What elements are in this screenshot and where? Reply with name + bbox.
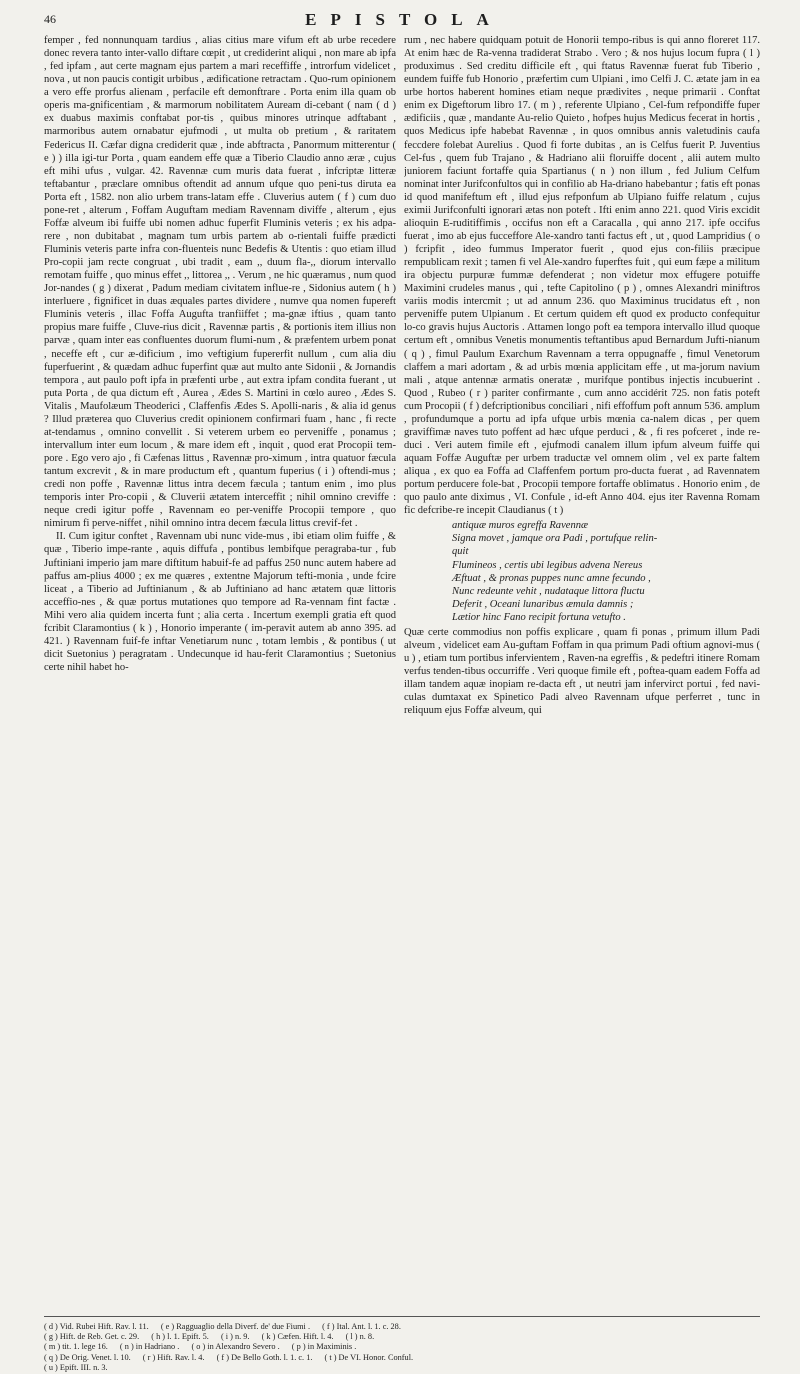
footnote: ( o ) in Alexandro Severo . xyxy=(191,1342,280,1352)
footnote: ( g ) Hift. de Reb. Get. c. 29. xyxy=(44,1332,140,1342)
footnote: ( i ) n. 9. xyxy=(220,1332,250,1342)
running-head: EPISTOLA xyxy=(305,10,503,29)
right-column xyxy=(404,34,760,1312)
verse-line: Lætior hinc Fano recipit fortuna vetufto . xyxy=(452,611,626,623)
footnote: ( e ) Ragguaglio della Diverf. de' due Fiumi . xyxy=(160,1322,311,1331)
footnote: ( k ) Cæfen. Hift. l. 4. xyxy=(261,1332,334,1342)
footnote: ( m ) tit. 1. lege 16. xyxy=(44,1342,108,1352)
verse-line: Deferit , Oceani lunaribus æmula damnis ; xyxy=(452,598,634,610)
footnotes xyxy=(44,1322,760,1373)
paragraph: II. Cum igitur conftet , Ravennam ubi nunc vide-mus , ibi etiam olim fuiffe , & quæ , Tiberio impe-rante , aquis diffufa , pontibus lembifque peragraba-tur , fub Juftiniani imperio jam mare diftitum habuif-fe ad paffus 250 nunc autem habere ad paffus am-plius 4000 ; ex me quæres , extentne Majorum tefti-monia , unde fcire liceat , a Tiberio ad Juftinianum , & ab Juftiniano ad hanc ætatem quæ littoris acceffio-nes , & quæ portus mutationes quo tempore ad Ra-vennam fint factæ . Mihi vero alia quidem incerta funt ; alia certa . Incertum exempli gratia eft quod fcribit Claramontius ( k ) , Honorio imperante ( im-peravit autem ab anno 395. ad 421. ) Ravennam fuif-fe inftar Venetiarum nunc , totam lembis , & pontibus ( ut dicit Suetonius ) peragratam . Undecunque id hau-ferit Claramontius ; Suetonius certe nihil habet ho- xyxy=(44,531,396,673)
footnote: ( f ) Ital. Ant. l. 1. c. 28. xyxy=(322,1322,401,1331)
left-column xyxy=(44,34,396,1312)
verse-line: antiquæ muros egreffa Ravennæ xyxy=(452,520,589,532)
footnote: ( l ) n. 8. xyxy=(345,1332,375,1342)
footnote: ( q ) De Orig. Venet. l. 10. xyxy=(44,1352,131,1362)
footnote-line xyxy=(44,1363,760,1373)
verse-line: Æftuat , & pronas puppes nunc amne fecundo , xyxy=(452,572,651,584)
footnote: ( h ) l. 1. Epift. 5. xyxy=(151,1332,209,1342)
footnote: ( u ) Epift. III. n. 3. xyxy=(44,1362,108,1372)
verse-line: Flumineos , certis ubi legibus advena Nereus xyxy=(452,559,643,571)
page-header xyxy=(0,10,800,32)
footnote: ( f ) De Bello Goth. l. 1. c. 1. xyxy=(216,1352,313,1362)
page-number: 46 xyxy=(44,12,56,26)
verse-quotation xyxy=(452,519,760,624)
footnote-line xyxy=(44,1342,760,1352)
verse-line: quit xyxy=(452,546,469,558)
footnote-divider xyxy=(44,1316,760,1317)
verse-line: Nunc redeunte vehit , nudataque littora fluctu xyxy=(452,585,645,597)
footnote-line xyxy=(44,1332,760,1342)
footnote-line xyxy=(44,1322,760,1332)
footnote-line xyxy=(44,1353,760,1363)
footnote: ( d ) Vid. Rubei Hift. Rav. l. 11. xyxy=(44,1322,149,1331)
footnote: ( n ) in Hadriano . xyxy=(119,1342,180,1352)
footnote: ( t ) De VI. Honor. Conful. xyxy=(324,1352,414,1362)
verse-line: Signa movet , jamque ora Padi , portufque relin- xyxy=(452,533,658,545)
paragraph: rum , nec habere quidquam potuit de Honorii tempo-ribus is qui anno floreret 117. At enim hæc de Ra-venna tradiderat Strabo . Vero ; & nos hujus locum fupra ( l ) produximus . Sed creditu difficile eft , qui ftatus Ravennæ fuerat fub Tiberio , eundem fuiffe fub Honorio , præfertim cum Ulpiani , imo Celfi J. C. ætate jam in ea urbe hortos haberent homines etiam neque prædivites , neque primarii . Conftat enim ex Digeftorum libro 17. ( m ) , referente Ulpiano , Cel-fum refpondiffe fuper ædificiis , quæ , mandante Au-relio Quieto , hofpes hujus Medicus fecerat in hortis , quos Medicus ipfe habebat Ravennæ , in quos omnibus annis valetudinis caufa feccdere folebat Aurelius . Quod fi forte dubitas , an is Celfus fuerit P. Juventius Cel-fus , quem fub Trajano , & Hadriano alii floruiffe docent , alii autem multo juniorem faciunt fortaffe quia Spartianus ( n ) non illum , fed Julium Celfum nominat inter Jurifconfultos qui in confilio ab Ha-driano habebantur ; fatis eft ponas id quod manifeftum eft , illud ejus refponfum ab Ulpiano fuiffe relatum , cujus eximii Jurifconfulti ignorari ætas non poteft . Ifti enim anno 221. quod Viris excidit alioquin E-ruditiffimis , occifus non eft a Caracalla , qui anno 217. ipfe occifus fuerat , imo ab ejus fucceffore Ale-xandro tanti factus eft , ut , quod Lampridius ( o ) fcripfit , ideo fummus Imperator fuerit , quod ejus con-filiis præcipue rempublicam rexit ; tamen fi vel Ale-xandro fuperftes fuit , qui eum fæpe a militum ira objectu purpuræ fummæ defenderat ; non videtur mox effugere potuiffe Maximini crudeles manus , qui , tefte Capitolino ( p ) , omnes Alexandri miniftros variis modis intercmit ; ut ad annum 236. quo Maximinus trucidatus eft , non perveniffe putem Ulpianum . Et certum quidem eft quod ex producto confequitur lo-co gravis hujus Auctoris . Attamen longo poft ea tempora intervallo illud quoque certum eft , omnibus Venetis monumentis teftantibus apud Bernardum Jufti-nianum ( q ) , fimul Paulum Exarchum Ravennam a terra oppugnaffe , fimul Venetorum claffem a mari adortam , & ad urbis mœnia applicitam effe , ut ma-jorum navium mali , atque antennæ armatis oneratæ , murifque pontibus injectis incubuerint . Quod , Rubeo ( r ) pariter confirmante , cum anno accidérit 725. non fatis poteft cum Procopii ( f ) defcriptionibus conciliari , nifi effoffum poft annum 536. amplum , profundumque a portu ad ipfa ufque urbis mœnia ca-nalem dicas , per quem graviffimæ naves tuto poffent ad hæc ufque perduci , & , fi res pofceret , inde re-duci . Veri autem fimile eft , ejufmodi canalem illum ipfum alveum fuiffe qui aquam Foffæ Auguftæ per urbem traductæ vel omnem olim , vel ex parte faltem aliqua , ex quo ea Foffa ad Claffenfem portum pro-ducta fuerat , ad Ravennatem portum perducere fole-bat , Procopii tempore fortaffe oblimatus . Honorio enim , de quo paulo ante diximus , VI. Confule , id-eft Anno 404. ejus iter Ravenna Romam fic defcribe-re incepit Claudianus ( t ) xyxy=(404,35,760,517)
footnote: ( r ) Hift. Rav. l. 4. xyxy=(142,1352,205,1362)
paragraph: Quæ certe commodius non poffis explicare , quam fi ponas , primum illum Padi alveum , videlicet eam Au-guftam Foffam in qua primum Padi oftium agnovi-mus ( u ) , etiam tum portibus infervientem , Raven-na egreffis , & pedeftri itinere Romam verfus tenden-tibus occurriffe . Veri quoque fimile eft , poftea-quam eadem Foffa ad illam tandem aquæ inopiam re-dacta eft , ut neutri jam infervirct portui , fed navi-culas dumtaxat ex Spinetico Padi alveo Ravennam ufque perferret , tunc in reliquum ejus Foffæ alveum, qui xyxy=(404,626,760,717)
footnote: ( p ) in Maximinis . xyxy=(291,1342,357,1352)
paragraph: femper , fed nonnunquam tardius , alias citius mare vifum eft ab urbe recedere donec revera tanto inter-vallo diftare cœpit , ut crediderint aliqui , non mare ab ipfa , fed ipfam , aut certe magnam ejus partem a mari receffiffe , introrfum videlicet , nova , ut non paucis contigit urbibus , ædificatione retractam . Quo-rum opinionem a vero effe prorfus alienam , perfacile eft demonftrare . Porta enim illa quam ob operis ma-gnificentiam , & marmorum nobilitatem Auream di-cebant ( nam ( d ) ex duabus maximis conftabat por-tis , quibus minores utrinque adftabant , marmoribus autem ornabatur ejufmodi , ut multa ob pretium , & raritatem Federicus II. Cæfar digna crediderit quæ , inde abftracta , Panormum mitterentur ( e ) ) illa igi-tur Porta , quam eandem effe quæ a Tiberio Claudio anno æræ , cujus eft mihi ufus , vulgar. 42. Ravennæ cum muris data fuerat , infcriptæ litteræ teftabantur , præclare omnibus oftendit ad annum ufque quo peni-tus diruta ea Porta eft , 1582. non alio urbem trans-latam effe . Cluverius autem ( f ) cum duo pone-ret , alterum , Foffam Auguftam mediam Ravennam diviffe , alterum , ejus Foffæ alveum ibi fuiffe ubi nomen adhuc fuperfit Fluminis veteris ; ex his adpa-rere , non dubitabat , magnam tum urbis partem ab o-rientali fuiffe prædicti Fluminis veteris parte infra con-fluenteis nunc Bedefis & Utentis : quo etiam illud Pro-copii jam recte congruat , ubi tradit , eam ,, duum fla-,, diorum intervallo remotam fuiffe , quo minus effet ,, littorea ,, . Verum , ne hic quæramus , num quod Jor-nandes ( g ) dixerat , Padum mediam civitatem influe-re , Sidonius autem ( h ) interluere , fignificet in duas æquales partes dividere , numve qua nomen fupereft Fluminis veteris , illac Foffa Augufta tranfiiffet ; ma-gnæ iftius , quam tanto propius mare fuiffe , Cluve-rius dicit , Ravennæ partis , & portionis item illius non parvæ , quam inter eas confluentes duorum flumi-num , & præfentem urbem ponat , neceffe eft , cur æ-dificium , imo veftigium fupererfit nullum , cum alia diu fuperfuerint , & quædam adhuc fuperfint quæ aut multo ante Sidonii , & Jornandis tempora , aut paulo poft ipfa in præfenti urbe , aut extra ipfam condita fuerant , ut puta Porta , de qua dictum eft , Aurea , Ædes S. Martini in cœlo aureo , Ædes S. Vitalis , Maufolæum Theoderici , Claffenfis Ædes S. Apolli-naris , & alia id genus ? Illud præterea quo Cluverius credit opinionem confirmari fuam , hanc , fi recte at-tendamus , omnino convellit . Si veterem urbem eo perveniffe , ponamus ; intervallum inter eum locum , & mare idem eft , inquit , quod erat Procopii tem-pore . Ego vero ajo , fi Cæfenas littus , Ravennæ pro-ximum , intra quatuor fæcula tantum excrevit , & in mare productum eft , quantum fuperius ( i ) oftendi-mus ; credi non poffe , Ravennæ littus intra decem fæcula ; tantum enim , imo plus temporis inter Pro-copii , & Cluverii ætatem interceffit ; nihil omnino creviffe : neque credi igitur poffe , Ravennam eo per-veniffe Procopii tempore , quo nimirum fi perve-niffet , nihil omnino intra decem fæcula littus crevif-fet . xyxy=(44,35,396,530)
